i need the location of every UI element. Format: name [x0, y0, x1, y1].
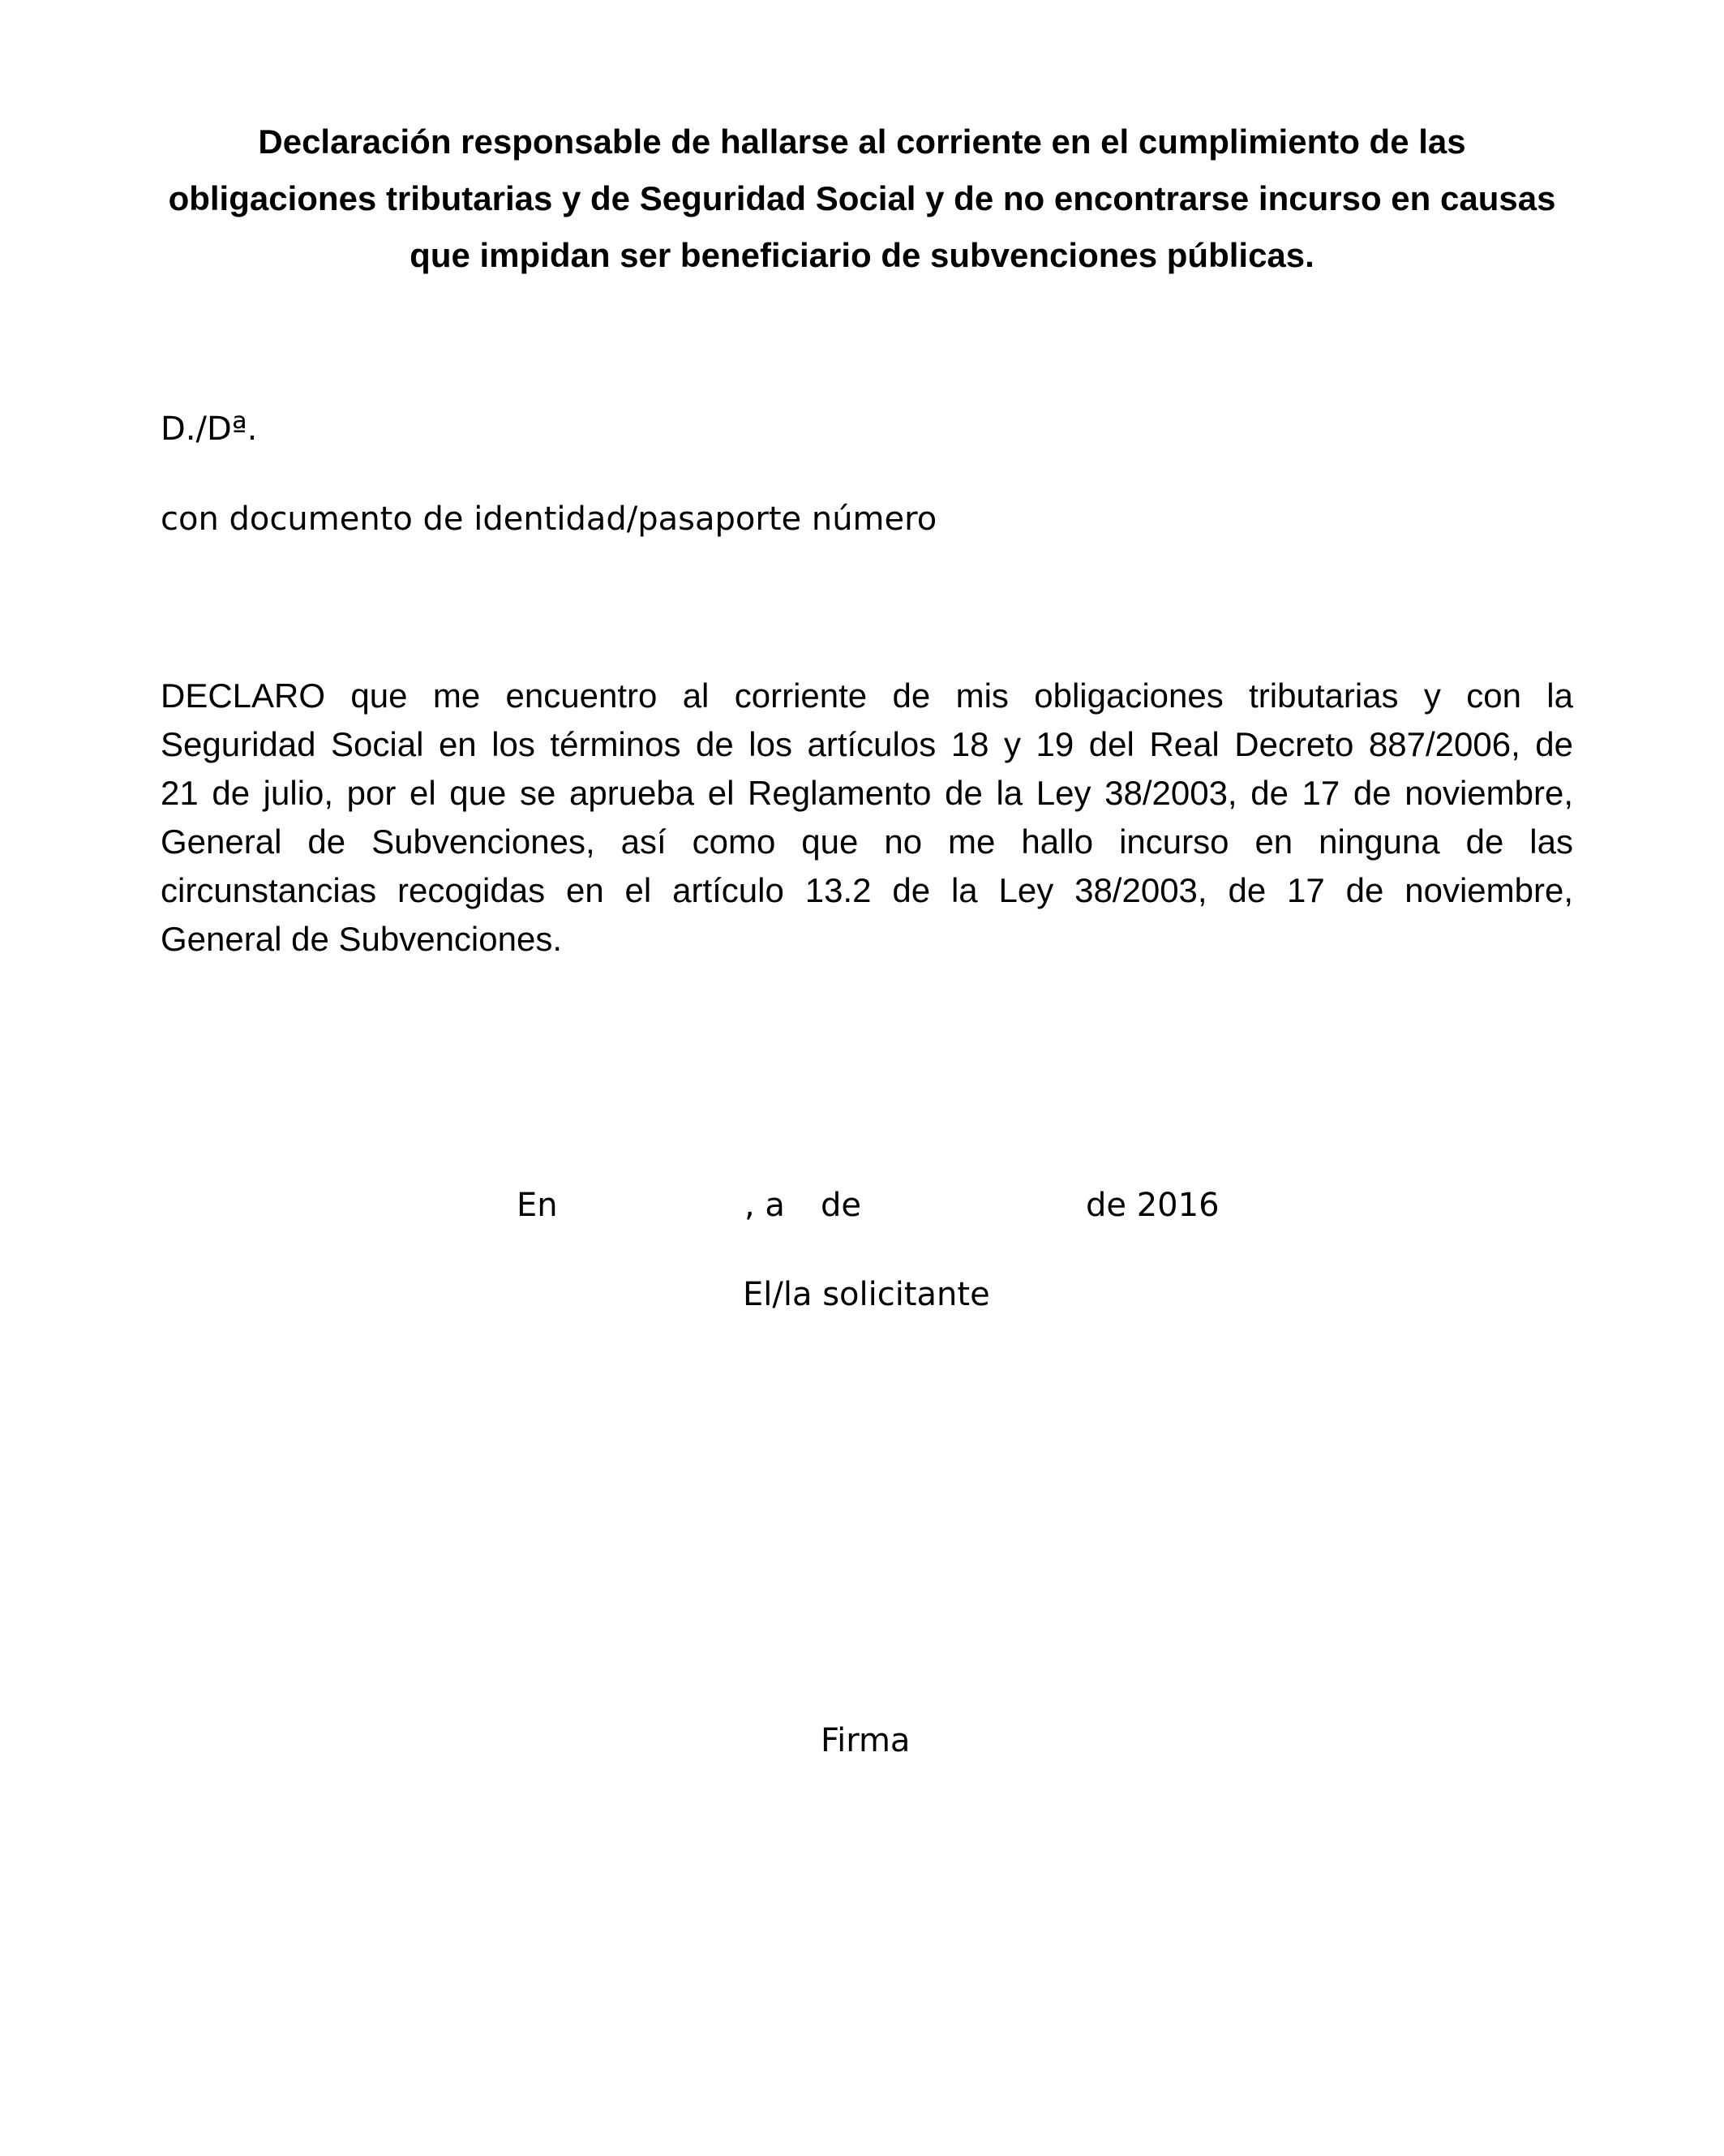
- title-line-3: que impidan ser beneficiario de subvenciones públicas.: [410, 236, 1314, 274]
- declaration-paragraph: [161, 672, 1573, 964]
- declaration-line-4: General de Subvenciones, así como que no me hallo incurso en ninguna de las: [161, 822, 1573, 861]
- title-line-2: obligaciones tributarias y de Seguridad Social y de no encontrarse incurso en causas: [168, 179, 1556, 217]
- date-comma-a-label: , a: [744, 1187, 785, 1224]
- declaration-line-5: circunstancias recogidas en el artículo 13.2 de la Ley 38/2003, de 17 de noviembre,: [161, 871, 1573, 909]
- declaration-line-3: 21 de julio, por el que se aprueba el Reglamento de la Ley 38/2003, de 17 de noviembre,: [161, 774, 1573, 812]
- signature-label: Firma: [821, 1722, 911, 1759]
- id-label: con documento de identidad/pasaporte número: [161, 500, 937, 538]
- date-de-label: de: [821, 1187, 861, 1224]
- declaration-line-1: DECLARO que me encuentro al corriente de mis obligaciones tributarias y con la: [161, 676, 1573, 715]
- declaration-line-6: General de Subvenciones.: [161, 920, 562, 958]
- declaration-line-2: Seguridad Social en los términos de los artículos 18 y 19 del Real Decreto 887/2006, de: [161, 725, 1573, 763]
- document-title: [138, 114, 1586, 284]
- title-line-1: Declaración responsable de hallarse al corriente en el cumplimiento de las: [258, 122, 1466, 161]
- name-label: D./Dª.: [161, 410, 258, 448]
- applicant-label: El/la solicitante: [743, 1276, 990, 1313]
- date-en-label: En: [517, 1187, 558, 1224]
- date-year-label: de 2016: [1086, 1187, 1220, 1224]
